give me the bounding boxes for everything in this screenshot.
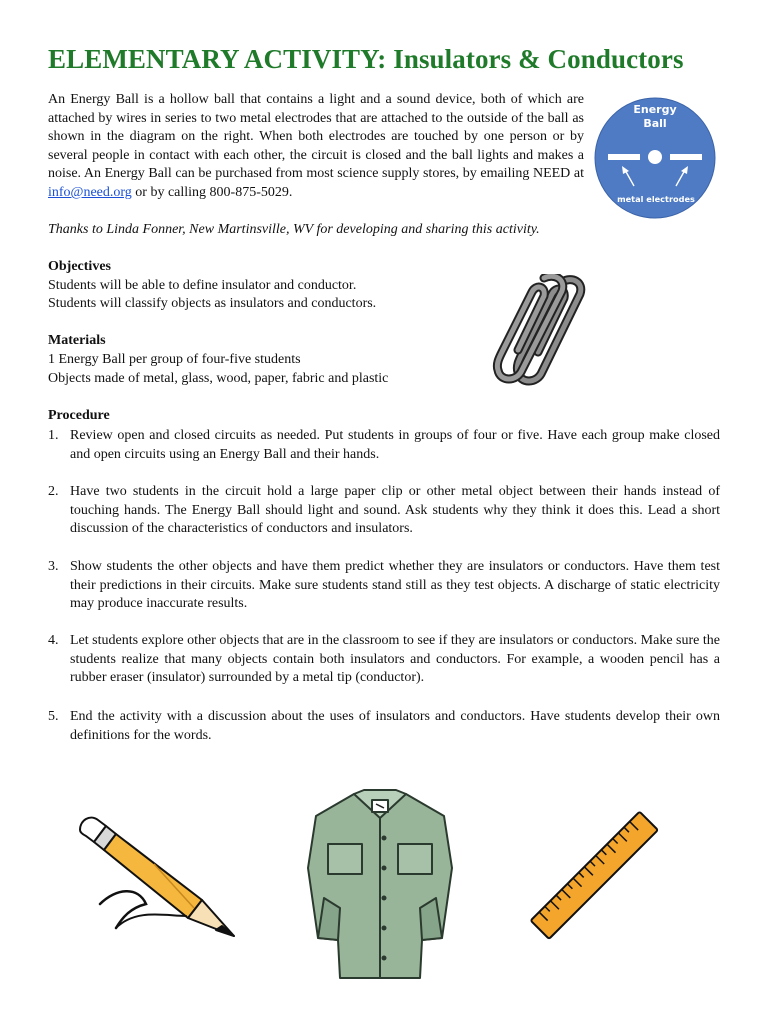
step-number: 3. [48, 559, 59, 574]
energy-ball-label-2: Ball [643, 117, 667, 130]
intro-paragraph [48, 91, 584, 203]
materials-heading: Materials [48, 333, 106, 348]
step-text: Show students the other objects and have them predict whether they are insulators or conductors. Have them test their predictions in their circuits. Make sure students stand still as they test objects. A discharge of static electricity may produce inaccurate results. [70, 559, 720, 612]
left-electrode [608, 154, 640, 160]
objectives-heading: Objectives [48, 259, 111, 274]
procedure-step [48, 632, 720, 688]
intro-text: An Energy Ball is a hollow ball that contains a light and a sound device, both of which are attached by wires in series to two metal electrodes that are attached to the outside of the ball as shown in the diagram on the right. When both electrodes are touched by one person or by several people in contact with each other, the circuit is closed and the ball lights and makes a noise. An Energy Ball can be purchased from most science supply stores, by emailing NEED at [48, 92, 584, 182]
page-title: ELEMENTARY ACTIVITY: Insulators & Conductors [48, 44, 684, 74]
light-bulb [648, 150, 662, 164]
step-text: Review open and closed circuits as needed. Put students in groups of four or five. Have each group make closed and open circuits using an Energy Ball and their hands. [70, 428, 720, 462]
step-number: 1. [48, 428, 59, 443]
electrodes-caption: metal electrodes [617, 194, 695, 204]
energy-ball-label-1: Energy [633, 103, 677, 116]
email-link[interactable]: info@need.org [48, 184, 132, 200]
thanks-note: Thanks to Linda Fonner, New Martinsville, WV for developing and sharing this activity. [48, 222, 540, 237]
material-item: Objects made of metal, glass, wood, paper, fabric and plastic [48, 371, 389, 386]
procedure-step [48, 558, 720, 614]
shirt-illustration [304, 788, 456, 980]
material-item: 1 Energy Ball per group of four-five students [48, 352, 301, 367]
objective-item: Students will classify objects as insulators and conductors. [48, 296, 377, 311]
intro-text-end: or by calling 800-875-5029. [131, 184, 293, 200]
step-text: Have two students in the circuit hold a large paper clip or other metal object between their hands instead of touching hands. The Energy Ball should light and sound. Ask students why they think it does this. Lead a short discussion of the characteristics of conductors and insulators. [70, 484, 720, 537]
procedure-step [48, 427, 720, 464]
procedure-step [48, 483, 720, 539]
step-number: 5. [48, 709, 59, 724]
step-text: Let students explore other objects that are in the classroom to see if they are insulators or conductors. Make sure the students realize that many objects contain both insulators and conductors. For example, a wooden pencil has a rubber eraser (insulator) surrounded by a metal tip (conductor). [70, 633, 720, 686]
energy-ball-diagram [594, 90, 720, 224]
procedure-step [48, 708, 720, 745]
procedure-heading: Procedure [48, 408, 110, 423]
step-number: 2. [48, 484, 59, 499]
step-text: End the activity with a discussion about the uses of insulators and conductors. Have students develop their own definitions for the words. [70, 709, 720, 743]
paper-clip-illustration [492, 274, 588, 392]
objective-item: Students will be able to define insulator and conductor. [48, 278, 357, 293]
pencil-illustration [76, 812, 242, 942]
step-number: 4. [48, 633, 59, 648]
right-electrode [670, 154, 702, 160]
ruler-illustration [526, 806, 664, 946]
